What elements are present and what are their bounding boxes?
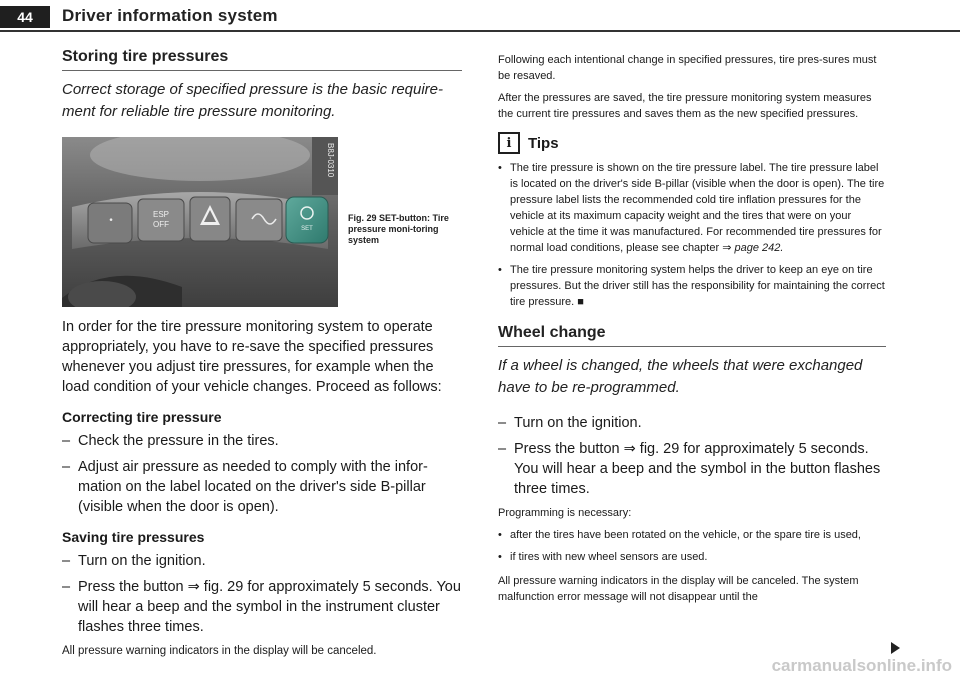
step-item: – Press the button ⇒ fig. 29 for approximately 5 seconds. You will hear a beep and the symbol in the instrument cluster flashes three times. bbox=[62, 577, 462, 637]
set-label: SET bbox=[301, 226, 313, 232]
intro-paragraph: In order for the tire pressure monitoring system to operate appropriately, you have to re-save the specified pressures whenever you adjust tire pressures, for example when the load condition of your vehicle changes. Proceed as follows: bbox=[62, 319, 442, 395]
programming-list bbox=[498, 527, 886, 565]
set-button-photo bbox=[62, 137, 338, 307]
console-illustration bbox=[62, 137, 338, 307]
step-item: – Adjust air pressure as needed to comply with the infor-mation on the label located on the driver's side B-pillar (visible when the door is open). bbox=[62, 457, 462, 517]
step-item: – Turn on the ignition. bbox=[498, 413, 886, 433]
section-title-wheel: Wheel change bbox=[498, 324, 886, 347]
step-item: – Turn on the ignition. bbox=[62, 551, 462, 571]
subheading-correcting: Correcting tire pressure bbox=[62, 409, 222, 425]
info-icon: i bbox=[498, 132, 520, 154]
figure-29 bbox=[62, 137, 462, 307]
caption-number: Fig. 29 bbox=[348, 213, 377, 223]
svg-text:•: • bbox=[108, 216, 114, 226]
continue-arrow-icon bbox=[891, 642, 900, 654]
programming-item: • if tires with new wheel sensors are used. bbox=[498, 549, 886, 565]
wheel-steps bbox=[498, 413, 886, 499]
page-number: 44 bbox=[0, 6, 50, 28]
step-item: – Check the pressure in the tires. bbox=[62, 431, 462, 451]
saving-steps bbox=[62, 551, 462, 637]
page-header bbox=[0, 0, 960, 34]
watermark: carmanualsonline.info bbox=[771, 656, 952, 675]
correcting-steps bbox=[62, 431, 462, 517]
figure-code: B8J-0310 bbox=[326, 143, 335, 178]
resave-paragraph: Following each intentional change in specified pressures, tire pres-sures must be resaved. bbox=[498, 54, 877, 82]
caption-text: SET-button: Tire pressure moni-toring system bbox=[348, 213, 449, 245]
section-lead-storing: Correct storage of specified pressure is the basic require-ment for reliable tire pressure monitoring. bbox=[62, 81, 444, 120]
subheading-saving: Saving tire pressures bbox=[62, 529, 205, 545]
figure-caption bbox=[348, 213, 458, 246]
step-item: – Press the button ⇒ fig. 29 for approximately 5 seconds. You will hear a beep and the symbol in the button flashes three times. bbox=[498, 439, 886, 499]
tip-text: The tire pressure is shown on the tire pressure label. The tire pressure label is located on the driver's side B-pillar (visible when the door is open). The tire pressure label lists the recommended cold tire inflation pressures for the vehicle at its maximum capacity weight and the tires that were on your vehicle at the time it was manufactured. For recommended tire pressures for normal load conditions, please see chapter bbox=[510, 162, 885, 254]
tips-label: Tips bbox=[528, 134, 559, 152]
tips-list bbox=[498, 160, 886, 310]
programming-intro: Programming is necessary: bbox=[498, 507, 632, 519]
cancel-note: All pressure warning indicators in the display will be canceled. bbox=[62, 645, 377, 657]
page-reference-link[interactable]: ⇒ page 242. bbox=[722, 242, 784, 254]
tip-item bbox=[498, 160, 886, 256]
programming-item: • after the tires have been rotated on the vehicle, or the spare tire is used, bbox=[498, 527, 886, 543]
off-label: OFF bbox=[153, 220, 169, 229]
section-lead-wheel: If a wheel is changed, the wheels that were exchanged have to be re-programmed. bbox=[498, 357, 863, 396]
header-rule bbox=[0, 30, 960, 32]
tip-item: • The tire pressure monitoring system helps the driver to keep an eye on tire pressures. But the driver still has the responsibility for maintaining the correct tire pressure. ■ bbox=[498, 262, 886, 310]
left-column bbox=[62, 48, 462, 665]
section-title-storing: Storing tire pressures bbox=[62, 48, 462, 71]
esp-label: ESP bbox=[152, 210, 170, 219]
tips-header bbox=[498, 132, 886, 154]
closing-paragraph: All pressure warning indicators in the display will be canceled. The system malfunction error message will not disappear until the bbox=[498, 575, 859, 603]
saved-paragraph: After the pressures are saved, the tire pressure monitoring system measures the current tire pressures and saves them as the new specified pressures. bbox=[498, 92, 872, 120]
right-column bbox=[498, 52, 886, 611]
chapter-title: Driver information system bbox=[62, 6, 278, 25]
